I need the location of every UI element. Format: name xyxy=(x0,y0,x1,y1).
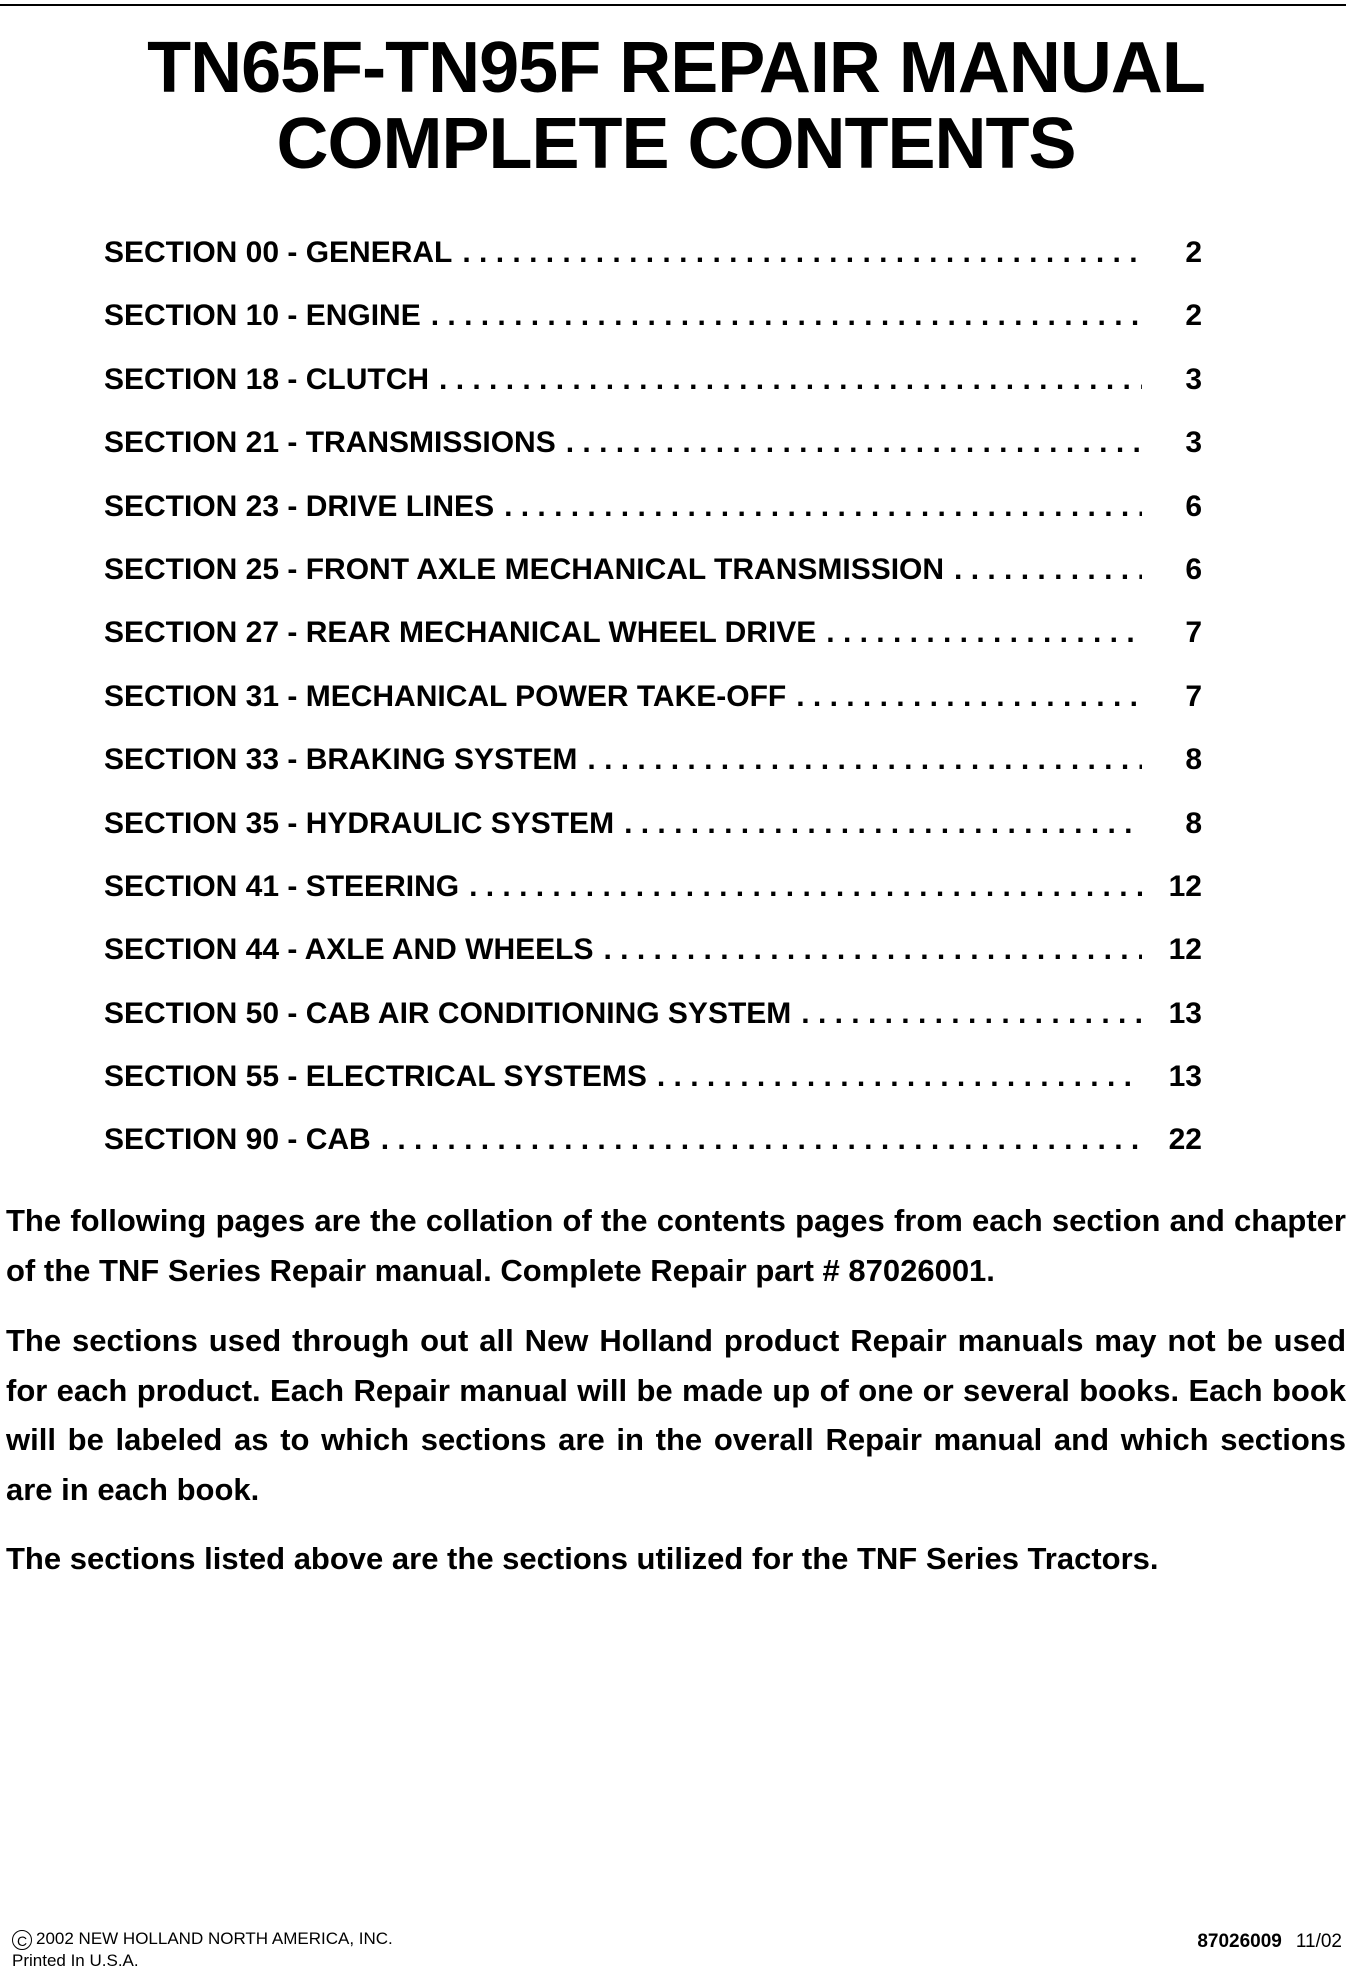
toc-entry[interactable] xyxy=(104,236,1202,299)
toc-entry[interactable] xyxy=(104,743,1202,806)
copyright-line xyxy=(12,1928,393,1950)
toc-label: SECTION 55 - ELECTRICAL SYSTEMS xyxy=(104,1060,647,1094)
copyright-icon: C xyxy=(12,1930,32,1950)
toc-label: SECTION 44 - AXLE AND WHEELS xyxy=(104,933,594,967)
toc-leader-dots xyxy=(566,426,1142,460)
toc-page-number: 22 xyxy=(1168,1123,1202,1157)
toc-page-number: 13 xyxy=(1168,996,1202,1030)
sections-usage-paragraph: The sections used through out all New Holland product Repair manuals may not be used for each product. Each Repair manual will be made up of one or several books. Each book will be labeled as to which sections are in the overall Repair manual and which sections are in each book. xyxy=(6,1323,1346,1507)
table-of-contents xyxy=(104,236,1202,1187)
toc-leader-dots xyxy=(826,616,1142,650)
toc-leader-dots xyxy=(462,236,1142,270)
toc-label: SECTION 33 - BRAKING SYSTEM xyxy=(104,743,578,777)
title-line-2: COMPLETE CONTENTS xyxy=(276,104,1076,184)
toc-page-number: 2 xyxy=(1185,299,1202,333)
toc-entry[interactable] xyxy=(104,807,1202,870)
toc-page-number: 8 xyxy=(1185,806,1202,840)
print-date: 11/02 xyxy=(1295,1931,1342,1952)
toc-page-number: 13 xyxy=(1168,1060,1202,1094)
toc-leader-dots xyxy=(439,363,1142,397)
toc-label: SECTION 41 - STEERING xyxy=(104,869,460,903)
toc-leader-dots xyxy=(604,933,1143,967)
toc-label: SECTION 10 - ENGINE xyxy=(104,299,421,333)
toc-entry[interactable] xyxy=(104,426,1202,489)
toc-entry[interactable] xyxy=(104,553,1202,616)
toc-label: SECTION 00 - GENERAL xyxy=(104,236,453,269)
toc-leader-dots xyxy=(587,743,1142,777)
toc-leader-dots xyxy=(381,1123,1142,1157)
title-line-1: TN65F-TN95F REPAIR MANUAL xyxy=(147,28,1205,108)
toc-page-number: 3 xyxy=(1185,426,1202,460)
toc-label: SECTION 90 - CAB xyxy=(104,1123,371,1157)
collation-paragraph: The following pages are the collation of the contents pages from each section and chapter of the TNF Series Repair manual. Complete Repair part # 87026001. xyxy=(6,1203,1346,1288)
toc-label: SECTION 27 - REAR MECHANICAL WHEEL DRIVE xyxy=(104,616,817,650)
toc-page-number: 12 xyxy=(1168,869,1202,903)
toc-page-number: 8 xyxy=(1185,743,1202,777)
toc-entry[interactable] xyxy=(104,680,1202,743)
toc-page-number: 3 xyxy=(1185,362,1202,396)
toc-leader-dots xyxy=(954,553,1142,587)
footer-part-info xyxy=(1197,1931,1342,1953)
toc-label: SECTION 25 - FRONT AXLE MECHANICAL TRANSMISSION xyxy=(104,552,945,586)
toc-leader-dots xyxy=(504,490,1142,524)
toc-page-number: 6 xyxy=(1185,489,1202,523)
toc-leader-dots xyxy=(801,997,1142,1031)
toc-entry[interactable] xyxy=(104,870,1202,933)
sections-utilized-paragraph: The sections listed above are the sections utilized for the TNF Series Tractors. xyxy=(6,1541,1159,1576)
toc-entry[interactable] xyxy=(104,616,1202,679)
toc-page-number: 7 xyxy=(1185,679,1202,713)
toc-label: SECTION 35 - HYDRAULIC SYSTEM xyxy=(104,806,615,840)
page-title xyxy=(0,30,1352,182)
part-number: 87026009 xyxy=(1197,1931,1282,1952)
toc-entry[interactable] xyxy=(104,299,1202,362)
toc-label: SECTION 21 - TRANSMISSIONS xyxy=(104,426,556,460)
toc-leader-dots xyxy=(469,870,1142,904)
toc-entry[interactable] xyxy=(104,1123,1202,1186)
toc-leader-dots xyxy=(431,299,1142,333)
top-rule xyxy=(0,4,1346,6)
footer-copyright xyxy=(12,1928,393,1972)
toc-leader-dots xyxy=(624,807,1142,841)
toc-page-number: 2 xyxy=(1185,236,1202,269)
toc-page-number: 6 xyxy=(1185,552,1202,586)
toc-label: SECTION 50 - CAB AIR CONDITIONING SYSTEM xyxy=(104,996,792,1030)
toc-entry[interactable] xyxy=(104,363,1202,426)
toc-leader-dots xyxy=(796,680,1142,714)
copyright-text: 2002 NEW HOLLAND NORTH AMERICA, INC. xyxy=(36,1929,393,1948)
toc-entry[interactable] xyxy=(104,933,1202,996)
toc-page-number: 7 xyxy=(1185,616,1202,650)
printed-in-text: Printed In U.S.A. xyxy=(12,1951,139,1970)
toc-label: SECTION 31 - MECHANICAL POWER TAKE-OFF xyxy=(104,679,787,713)
toc-label: SECTION 18 - CLUTCH xyxy=(104,362,430,396)
toc-entry[interactable] xyxy=(104,1060,1202,1123)
toc-label: SECTION 23 - DRIVE LINES xyxy=(104,489,495,523)
toc-entry[interactable] xyxy=(104,997,1202,1060)
toc-page-number: 12 xyxy=(1168,933,1202,967)
toc-leader-dots xyxy=(657,1060,1142,1094)
toc-entry[interactable] xyxy=(104,490,1202,553)
